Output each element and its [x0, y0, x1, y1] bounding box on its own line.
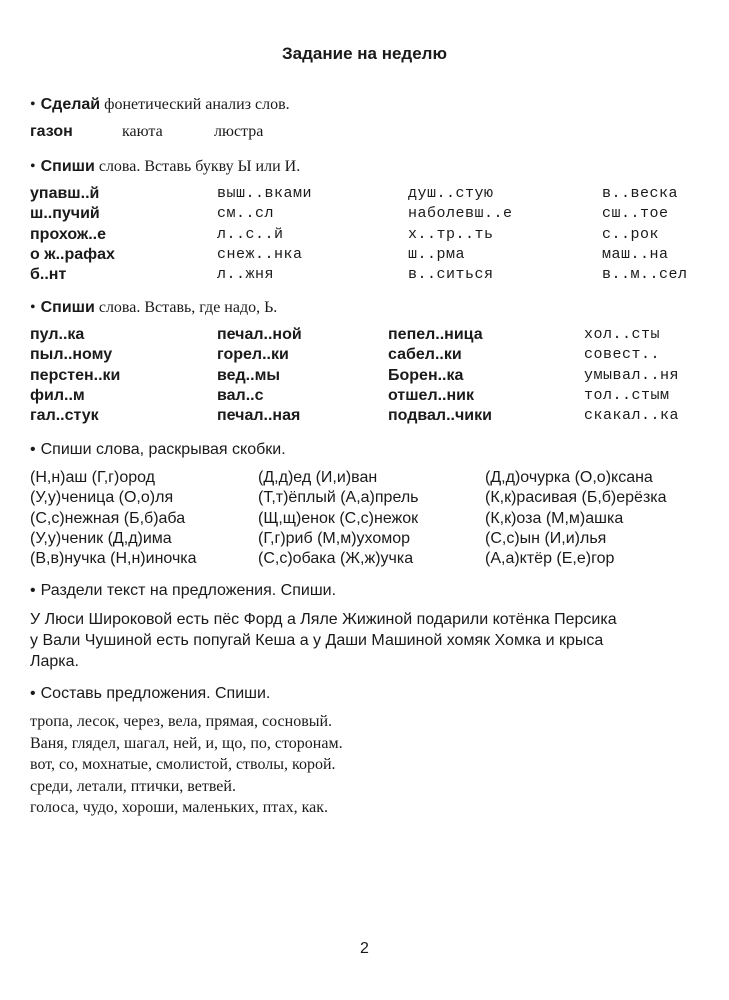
task2-row: [30, 225, 720, 245]
task3-row: [30, 325, 720, 345]
task6-heading: [30, 684, 270, 704]
task4-grid: [30, 468, 720, 569]
task4-cell: (С,с)обака (Ж,ж)учка: [258, 550, 414, 568]
task3-cell: сабел..ки: [388, 346, 462, 364]
task2-cell: ш..рма: [408, 245, 466, 263]
task3-heading-text: слова. Вставь, где надо, Ь.: [98, 299, 278, 316]
task3-row: [30, 386, 720, 406]
task3-cell: хол..сты: [584, 326, 661, 343]
task3-cell: вал..с: [217, 386, 264, 404]
task3-row: [30, 366, 720, 386]
task4-cell: (Д,д)очурка (О,о)ксана: [485, 469, 653, 486]
task3-cell: подвал..чики: [388, 407, 492, 425]
task2-cell: прохож..е: [30, 225, 107, 243]
task5-text-line: у Вали Чушиной есть попугай Кеша а у Даши Машиной хомяк Хомка и крыса: [30, 632, 604, 649]
task4-heading: [30, 440, 286, 460]
task6-sentence-line: тропа, лесок, через, вела, прямая, сосновый.: [30, 713, 333, 730]
task4-cell: (С,с)ын (И,и)лья: [485, 529, 607, 547]
task2-cell: наболевш..е: [408, 205, 513, 223]
task2-heading-text: слова. Вставь букву Ы или И.: [98, 158, 301, 175]
task3-cell: пыл..ному: [30, 346, 113, 364]
task3-row: [30, 406, 720, 426]
task4-cell: (Г,г)риб (М,м)ухомор: [258, 529, 411, 547]
task2-row: [30, 265, 720, 285]
task2-cell: х..тр..ть: [408, 225, 494, 243]
task4-row: [30, 468, 720, 488]
task6-sentence-line: среди, летали, птички, ветвей.: [30, 777, 236, 795]
page-title: Задание на неделю: [282, 44, 447, 63]
task2-cell: маш..на: [602, 245, 669, 263]
task2-cell: сш..тое: [602, 205, 669, 223]
task1-word: газон: [30, 123, 73, 140]
bullet: •: [30, 582, 36, 599]
task3-cell: вед..мы: [217, 366, 281, 384]
task3-cell: фил..м: [30, 386, 85, 404]
task3-cell: Борен..ка: [388, 366, 464, 384]
task5-text: [30, 609, 710, 672]
bullet: •: [30, 96, 36, 113]
task3-heading: [30, 298, 277, 318]
task4-cell: (К,к)оза (М,м)ашка: [485, 509, 624, 527]
task2-cell: упавш..й: [30, 185, 100, 202]
task2-row: [30, 184, 720, 204]
task4-cell: (У,у)ченица (О,о)ля: [30, 489, 174, 507]
task3-row: [30, 345, 720, 365]
task3-cell: умывал..ня: [584, 366, 680, 384]
task4-heading-text: Спиши слова, раскрывая скобки.: [40, 441, 286, 458]
task4-row: [30, 549, 720, 569]
task2-grid: [30, 184, 720, 285]
task4-cell: (Д,д)ед (И,и)ван: [258, 469, 378, 486]
task2-row: [30, 204, 720, 224]
task3-cell: тол..стым: [584, 386, 670, 404]
task4-cell: (В,в)нучка (Н,н)иночка: [30, 550, 197, 568]
task2-heading: [30, 157, 300, 177]
task3-cell: печал..ная: [217, 407, 301, 425]
task4-row: [30, 509, 720, 529]
task3-cell: перстен..ки: [30, 366, 121, 384]
task2-cell: ш..пучий: [30, 205, 100, 223]
task2-cell: в..веска: [602, 185, 679, 202]
task2-row: [30, 245, 720, 265]
task5-heading-text: Раздели текст на предложения. Спиши.: [40, 582, 337, 599]
task2-cell: в..ситься: [408, 266, 494, 284]
task4-row: [30, 488, 720, 508]
bullet: •: [30, 685, 36, 702]
bullet: •: [30, 441, 36, 458]
task2-cell: снеж..нка: [217, 245, 303, 263]
task2-cell: выш..вками: [217, 185, 313, 202]
task2-cell: л..с..й: [217, 225, 284, 243]
task3-cell: совест..: [584, 346, 661, 364]
task2-cell: о ж..рафах: [30, 245, 115, 263]
task1-heading-text: фонетический анализ слов.: [104, 96, 290, 113]
task3-heading-bold: Спиши: [40, 299, 95, 316]
page-number: 2: [360, 940, 369, 957]
task2-cell: с..рок: [602, 225, 660, 243]
task1-heading-bold: Сделай: [40, 96, 101, 113]
task2-cell: в..м..сел: [602, 266, 688, 284]
task2-cell: л..жня: [217, 266, 275, 284]
task1-heading: [30, 95, 290, 115]
task3-grid: [30, 325, 720, 426]
task6-sentence-line: вот, со, мохнатые, смолистой, стволы, корой.: [30, 756, 336, 773]
task3-cell: отшел..ник: [388, 386, 475, 404]
task5-text-line: Ларка.: [30, 653, 79, 670]
task2-cell: б..нт: [30, 266, 67, 284]
task4-cell: (С,с)нежная (Б,б)аба: [30, 509, 186, 527]
task3-cell: скакал..ка: [584, 407, 680, 425]
task2-cell: душ..стую: [408, 185, 494, 202]
task3-cell: печал..ной: [217, 326, 302, 343]
task4-cell: (Н,н)аш (Г,г)ород: [30, 469, 155, 486]
task3-cell: пул..ка: [30, 326, 85, 343]
task4-cell: (А,а)ктёр (Е,е)гор: [485, 550, 615, 568]
task2-cell: см..сл: [217, 205, 275, 223]
task5-text-line: У Люси Широковой есть пёс Форд а Ляле Жижиной подарили котёнка Персика: [30, 611, 617, 628]
task6-heading-text: Составь предложения. Спиши.: [40, 685, 271, 702]
task4-cell: (Т,т)ёплый (А,а)прель: [258, 489, 419, 507]
task6-sentence-line: голоса, чудо, хороши, маленьких, птах, как.: [30, 799, 328, 816]
task3-cell: гал..стук: [30, 407, 99, 425]
bullet: •: [30, 158, 36, 175]
task4-row: [30, 529, 720, 549]
task1-word: люстра: [214, 123, 264, 140]
task4-cell: (Щ,щ)енок (С,с)нежок: [258, 509, 419, 527]
task1-word: каюта: [122, 123, 163, 140]
task3-cell: пепел..ница: [388, 326, 483, 343]
task4-cell: (К,к)расивая (Б,б)ерёзка: [485, 489, 667, 507]
task4-cell: (У,у)ченик (Д,д)има: [30, 529, 172, 547]
task6-sentence-line: Ваня, глядел, шагал, ней, и, що, по, сторонам.: [30, 734, 343, 752]
task2-heading-bold: Спиши: [40, 158, 95, 175]
bullet: •: [30, 299, 36, 316]
task3-cell: горел..ки: [217, 346, 289, 364]
task6-sentences: [30, 711, 343, 819]
task5-heading: [30, 581, 336, 601]
